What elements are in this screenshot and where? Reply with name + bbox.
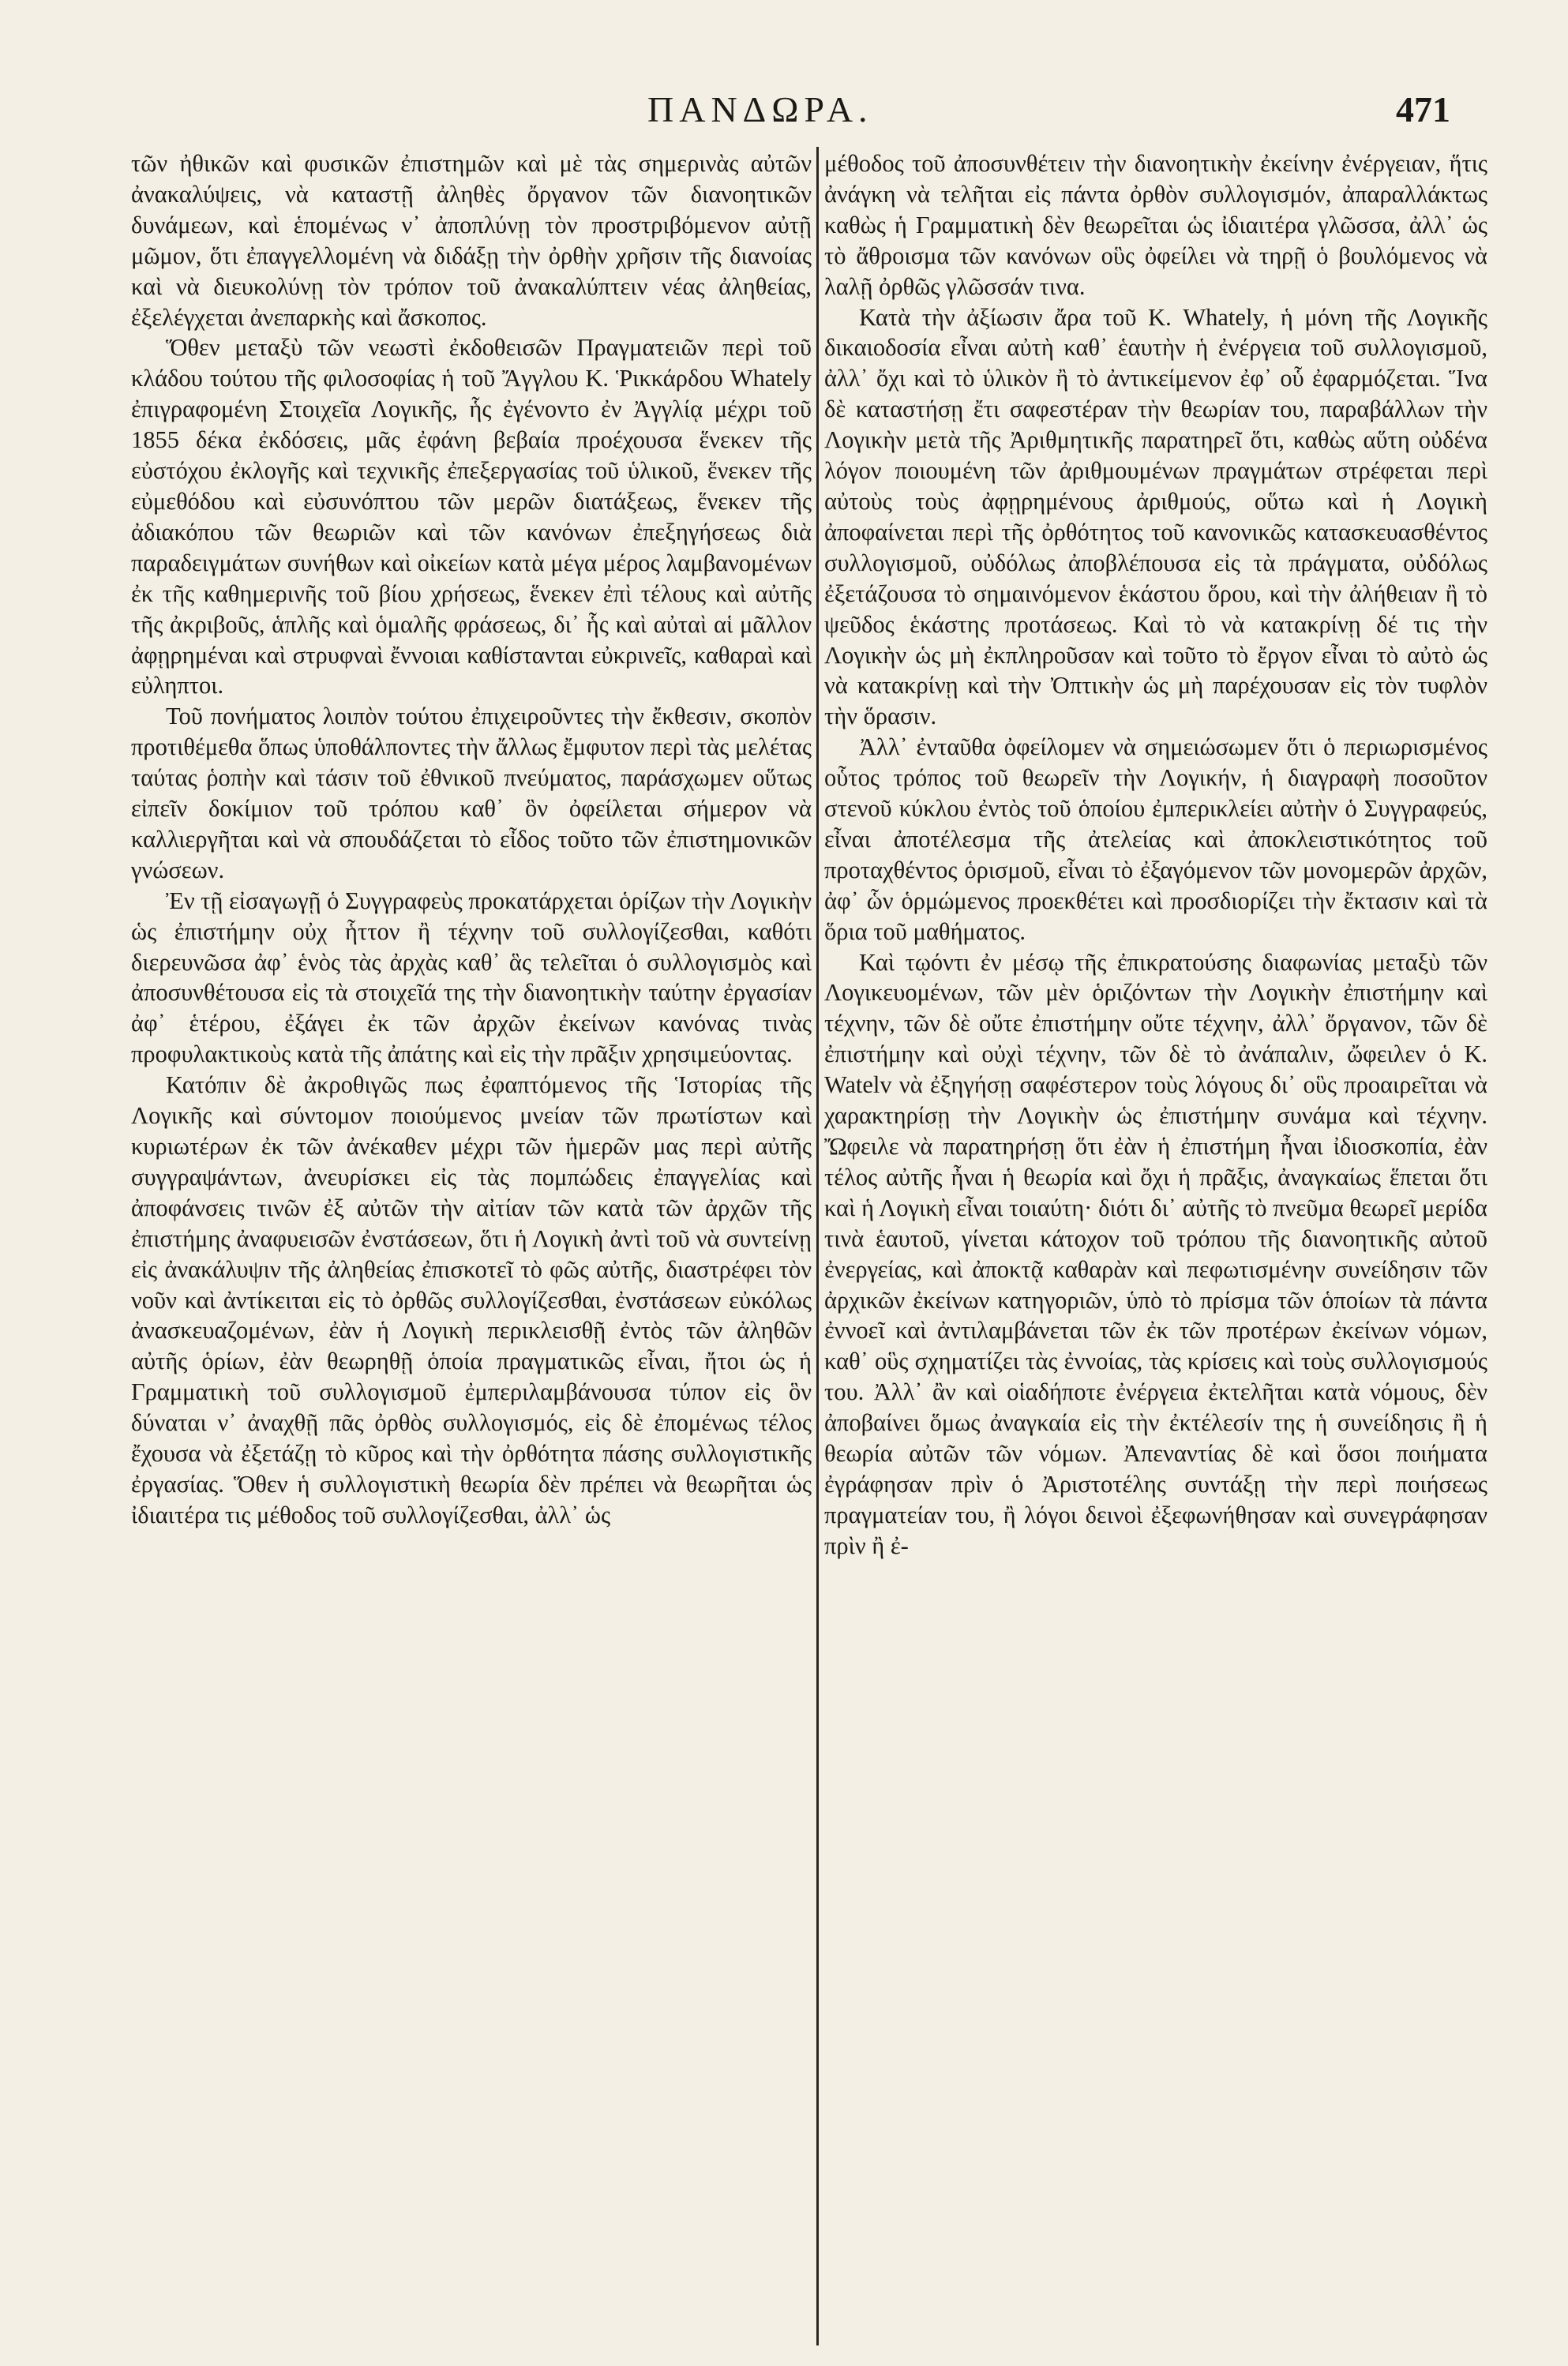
paragraph: μέθοδος τοῦ ἀποσυνθέτειν τὴν διανοητικὴν ἐκείνην ἐνέργειαν, ἥτις ἀνάγκη νὰ τελῆται εἰς πάντα ὀρθὸν συλλογισμόν, ἀπαραλλάκτως καθὼς ἡ Γραμματικὴ δὲν θεωρεῖται ὡς ἰδιαιτέρα γλῶσσα, ἀλλ᾽ ὡς τὸ ἄθροισμα τῶν κανόνων οὓς ὀφείλει νὰ τηρῇ ὁ βουλόμενος νὰ λαλῇ ὀρθῶς γλῶσσάν τινα. [824,150,1487,300]
paragraph: Τοῦ πονήματος λοιπὸν τούτου ἐπιχειροῦντες τὴν ἔκθεσιν, σκοπὸν προτιθέμεθα ὅπως ὑποθάλποντες τὴν ἄλλως ἔμφυτον περὶ τὰς μελέτας ταύτας ῥοπὴν καὶ τάσιν τοῦ ἐθνικοῦ πνεύματος, παράσχωμεν οὕτως εἰπεῖν δοκίμιον τοῦ τρόπου καθ᾽ ὃν ὀφείλεται σήμερον νὰ καλλιεργῆται καὶ νὰ σπουδάζεται τὸ εἶδος τοῦτο τῶν ἐπιστημονικῶν γνώσεων. [131,703,812,883]
left-column [131,148,812,1531]
journal-title: ΠΑΝΔΩΡΑ. [647,89,873,129]
right-column [824,148,1487,1562]
column-divider [816,147,819,2345]
paragraph: Ἐν τῇ εἰσαγωγῇ ὁ Συγγραφεὺς προκατάρχεται ὁρίζων τὴν Λογικὴν ὡς ἐπιστήμην οὐχ ἧττον ἢ τέχνην τοῦ συλλογίζεσθαι, καθότι διερευνῶσα ἀφ᾽ ἑνὸς τὰς ἀρχὰς καθ᾽ ἃς τελεῖται ὁ συλλογισμὸς καὶ ἀποσυνθέτουσα εἰς τὰ στοιχεῖά της τὴν διανοητικὴν ταύτην ἐργασίαν ἀφ᾽ ἑτέρου, ἐξάγει ἐκ τῶν ἀρχῶν ἐκείνων κανόνας τινὰς προφυλακτικοὺς κατὰ τῆς ἀπάτης καὶ εἰς τὴν πρᾶξιν χρησιμεύοντας. [131,887,812,1068]
paragraph: τῶν ἠθικῶν καὶ φυσικῶν ἐπιστημῶν καὶ μὲ τὰς σημερινὰς αὐτῶν ἀνακαλύψεις, νὰ καταστῇ ἀληθὲς ὄργανον τῶν διανοητικῶν δυνάμεων, καὶ ἑπομένως ν᾽ ἀποπλύνῃ τὸν προστριβόμενον αὐτῇ μῶμον, ὅτι ἐπαγγελλομένη νὰ διδάξῃ τὴν ὀρθὴν χρῆσιν τῆς διανοίας καὶ νὰ διευκολύνῃ τὸν τρόπον τοῦ ἀνακαλύπτειν νέας ἀληθείας, ἐξελέγχεται ἀνεπαρκὴς καὶ ἄσκοπος. [131,150,812,331]
page-number: 471 [1396,89,1450,129]
paragraph: Κατόπιν δὲ ἀκροθιγῶς πως ἐφαπτόμενος τῆς Ἱστορίας τῆς Λογικῆς καὶ σύντομον ποιούμενος μνείαν τῶν πρωτίστων καὶ κυριωτέρων ἐκ τῶν ἀνέκαθεν μέχρι τῶν ἡμερῶν μας περὶ αὐτῆς συγγραψάντων, ἀνευρίσκει εἰς τὰς πομπώδεις ἐπαγγελίας καὶ ἀποφάνσεις τινῶν ἐξ αὐτῶν τὴν αἰτίαν τῶν κατὰ τῶν ἀρχῶν τῆς ἐπιστήμης ἀναφυεισῶν ἐνστάσεων, ὅτι ἡ Λογικὴ ἀντὶ τοῦ νὰ συντείνῃ εἰς ἀνακάλυψιν τῆς ἀληθείας ἐπισκοτεῖ τὸ φῶς αὐτῆς, διαστρέφει τὸν νοῦν καὶ ἀντίκειται εἰς τὸ ὀρθῶς συλλογίζεσθαι, ἐνστάσεων εὐκόλως ἀνασκευαζομένων, ἐὰν ἡ Λογικὴ περικλεισθῇ ἐντὸς τῶν ἀληθῶν αὐτῆς ὁρίων, ἐὰν θεωρηθῇ ὁποία πραγματικῶς εἶναι, ἤτοι ὡς ἡ Γραμματικὴ τοῦ συλλογισμοῦ ἐμπεριλαμβάνουσα τύπον εἰς ὃν δύναται ν᾽ ἀναχθῇ πᾶς ὀρθὸς συλλογισμός, εἰς δὲ ἐπομένως τέλος ἔχουσα νὰ ἐξετάζῃ τὸ κῦρος καὶ τὴν ὀρθότητα πάσης συλλογιστικῆς ἐργασίας. Ὅθεν ἡ συλλογιστικὴ θεωρία δὲν πρέπει νὰ θεωρῆται ὡς ἰδιαιτέρα τις μέθοδος τοῦ συλλογίζεσθαι, ἀλλ᾽ ὡς [131,1071,812,1528]
paragraph: Ὅθεν μεταξὺ τῶν νεωστὶ ἐκδοθεισῶν Πραγματειῶν περὶ τοῦ κλάδου τούτου τῆς φιλοσοφίας ἡ τοῦ Ἄγγλου Κ. Ῥικκάρδου Whately ἐπιγραφομένη Στοιχεῖα Λογικῆς, ἧς ἐγένοντο ἐν Ἀγγλίᾳ μέχρι τοῦ 1855 δέκα ἐκδόσεις, μᾶς ἐφάνη βεβαία προέχουσα ἕνεκεν τῆς εὐστόχου ἐκλογῆς καὶ τεχνικῆς ἐπεξεργασίας τοῦ ὑλικοῦ, ἕνεκεν τῆς εὐμεθόδου καὶ εὐσυνόπτου τῶν μερῶν διατάξεως, ἕνεκεν τῆς ἀδιακόπου τῶν θεωριῶν καὶ τῶν κανόνων ἐπεξηγήσεως διὰ παραδειγμάτων συνήθων καὶ οἰκείων κατὰ μέγα μέρος λαμβανομένων ἐκ τῆς καθημερινῆς τοῦ βίου χρήσεως, ἕνεκεν ἐπὶ τέλους καὶ αὐτῆς τῆς ἀκριβοῦς, ἁπλῆς καὶ ὁμαλῆς φράσεως, δι᾽ ἧς καὶ αὐταὶ αἱ μᾶλλον ἀφῃρημέναι καὶ στρυφναὶ ἔννοιαι καθίστανται εὐκρινεῖς, καθαραὶ καὶ εὐληπτοι. [131,334,812,699]
paragraph: Καὶ τῳόντι ἐν μέσῳ τῆς ἐπικρατούσης διαφωνίας μεταξὺ τῶν Λογικευομένων, τῶν μὲν ὁριζόντων τὴν Λογικὴν ἐπιστήμην καὶ τέχνην, τῶν δὲ οὔτε ἐπιστήμην οὔτε τέχνην, ἀλλ᾽ ὄργανον, τῶν δὲ ἐπιστήμην καὶ οὐχὶ τέχνην, τῶν δὲ τὸ ἀνάπαλιν, ὤφειλεν ὁ Κ. Watelv νὰ ἐξηγήσῃ σαφέστερον τοὺς λόγους δι᾽ οὓς προαιρεῖται νὰ χαρακτηρίσῃ τὴν Λογικὴν ὡς ἐπιστήμην συνάμα καὶ τέχνην. Ὤφειλε νὰ παρατηρήσῃ ὅτι ἐὰν ἡ ἐπιστήμη ἦναι ἰδιοσκοπία, ἐὰν τέλος αὐτῆς ἦναι ἡ θεωρία καὶ ὄχι ἡ πρᾶξις, ἀναγκαίως ἕπεται ὅτι καὶ ἡ Λογικὴ εἶναι τοιαύτη· διότι δι᾽ αὐτῆς τὸ πνεῦμα θεωρεῖ μερίδα τινὰ ἑαυτοῦ, γίνεται κάτοχον τοῦ τρόπου τῆς διανοητικῆς αὐτοῦ ἐνεργείας, καὶ ἀποκτᾷ καθαρὰν καὶ πεφωτισμένην συνείδησιν τῶν ἀρχικῶν ἐκείνων κατηγοριῶν, ὑπὸ τὸ πρίσμα τῶν ὁποίων τὰ πάντα ἐννοεῖ καὶ ἀντιλαμβάνεται τῶν ἐκ τῶν προτέρων ἐκείνων νόμων, καθ᾽ οὓς σχηματίζει τὰς ἐννοίας, τὰς κρίσεις καὶ τοὺς συλλογισμούς του. Ἀλλ᾽ ἂν καὶ οἱαδήποτε ἐνέργεια ἐκτελῆται κατὰ νόμους, δὲν ἀποβαίνει ὅμως ἀναγκαία εἰς τὴν ἐκτέλεσίν της ἡ συνείδησις ἢ ἡ θεωρία αὐτῶν τῶν νόμων. Ἀπεναντίας δὲ καὶ ὅσοι ποιήματα ἐγράφησαν πρὶν ὁ Ἀριστοτέλης συντάξῃ τὴν περὶ ποιήσεως πραγματείαν του, ἢ λόγοι δεινοὶ ἐξεφωνήθησαν καὶ συνεγράφησαν πρὶν ἢ ἐ- [824,948,1487,1559]
paragraph: Ἀλλ᾽ ἐνταῦθα ὀφείλομεν νὰ σημειώσωμεν ὅτι ὁ περιωρισμένος οὗτος τρόπος τοῦ θεωρεῖν τὴν Λογικήν, ἡ διαγραφὴ ποσοῦτον στενοῦ κύκλου ἐντὸς τοῦ ὁποίου ἐμπερικλείει αὐτὴν ὁ Συγγραφεύς, εἶναι ἀποτέλεσμα τῆς ἀτελείας καὶ ἀποκλειστικότητος τοῦ προταχθέντος ὁρισμοῦ, εἶναι τὸ ἐξαγόμενον τῶν μονομερῶν ἀρχῶν, ἀφ᾽ ὧν ὁρμώμενος προεκθέτει καὶ προσδιορίζει τὴν ἔκτασιν καὶ τὰ ὅρια τοῦ μαθήματος. [824,733,1487,945]
paragraph: Κατὰ τὴν ἀξίωσιν ἄρα τοῦ Κ. Whately, ἡ μόνη τῆς Λογικῆς δικαιοδοσία εἶναι αὐτὴ καθ᾽ ἑαυτὴν ἡ ἐνέργεια τοῦ συλλογισμοῦ, ἀλλ᾽ ὄχι καὶ τὸ ὑλικὸν ἢ τὸ ἀντικείμενον ἐφ᾽ οὗ ἐφαρμόζεται. Ἵνα δὲ καταστήσῃ ἔτι σαφεστέραν τὴν θεωρίαν του, παραβάλλων τὴν Λογικὴν μετὰ τῆς Ἀριθμητικῆς παρατηρεῖ ὅτι, καθὼς αὕτη οὐδένα λόγον ποιουμένη τῶν ἀριθμουμένων πραγμάτων στρέφεται περὶ αὐτοὺς τοὺς ἀφῃρημένους ἀριθμούς, οὕτω καὶ ἡ Λογικὴ ἀποφαίνεται περὶ τῆς ὀρθότητος τοῦ κανονικῶς κατασκευασθέντος συλλογισμοῦ, οὐδόλως ἀποβλέπουσα εἰς τὰ πράγματα, οὐδόλως ἐξετάζουσα τὸ σημαινόμενον ἑκάστου ὅρου, καὶ τὴν ἀλήθειαν ἢ τὸ ψεῦδος ἑκάστης προτάσεως. Καὶ τὸ νὰ κατακρίνῃ δέ τις τὴν Λογικὴν ὡς μὴ ἐκπληροῦσαν καὶ τοῦτο τὸ ἔργον εἶναι τὸ αὐτὸ ὡς νὰ κατακρίνῃ καὶ τὴν Ὀπτικὴν ὡς μὴ παρέχουσαν εἰς τὸν τυφλὸν τὴν ὅρασιν. [824,303,1487,730]
running-head [0,88,1568,144]
